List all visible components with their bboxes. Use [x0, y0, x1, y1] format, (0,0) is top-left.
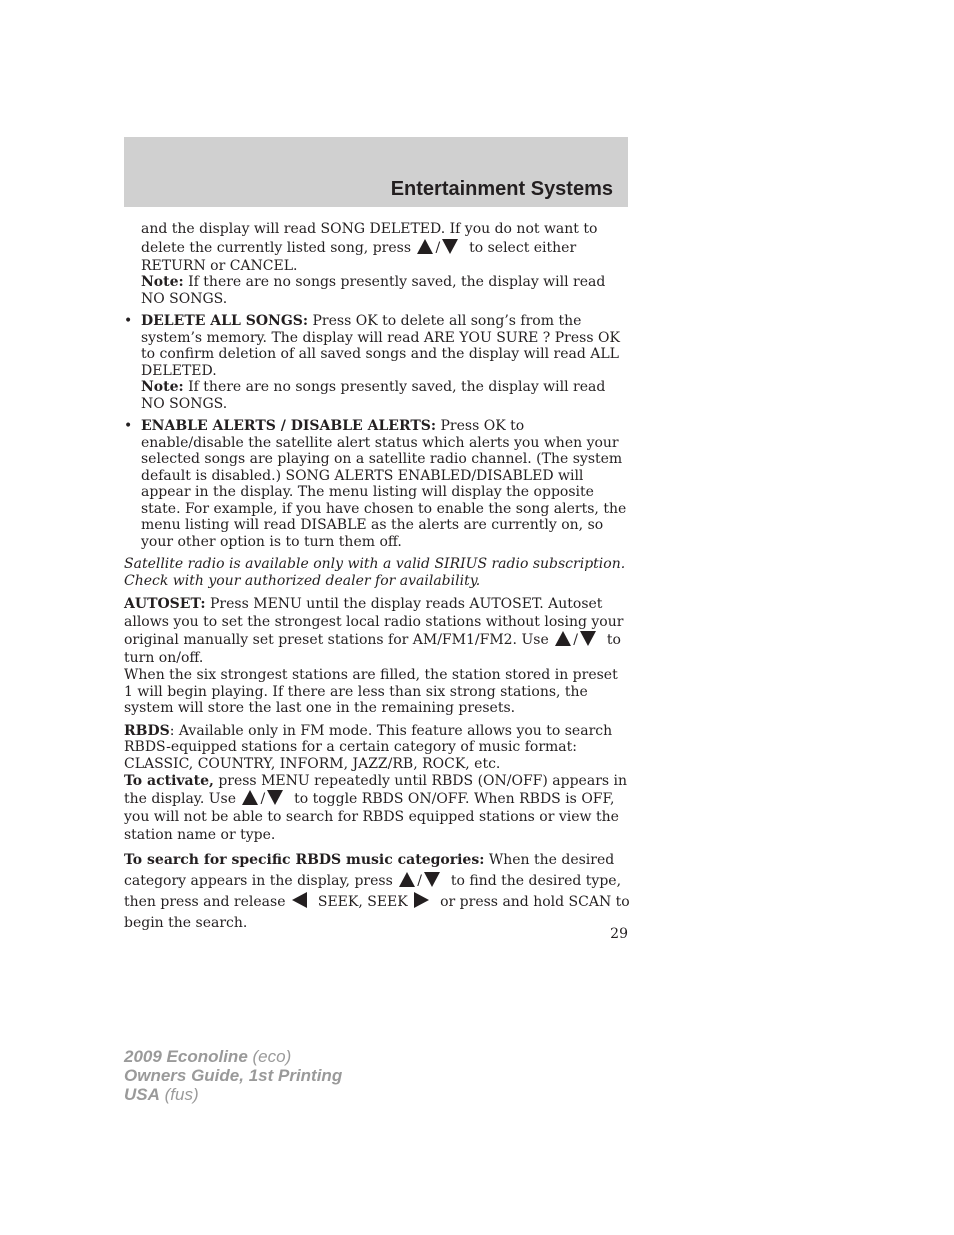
- down-arrow-icon: [424, 872, 440, 887]
- activate-label: To activate,: [124, 773, 214, 789]
- seek-right-icon: [414, 892, 429, 908]
- rbds-text: : Available only in FM mode. This feature allows you to search RBDS-equipped stations for a certain category of music format: CLASSIC, COUNTRY, INFORM, JAZZ/RB, ROCK, etc.: [124, 722, 613, 772]
- note-label: Note:: [141, 274, 184, 290]
- footer-line: [124, 1066, 342, 1085]
- footer-guide: Owners Guide, 1st Printing: [124, 1066, 343, 1085]
- page-body: [124, 221, 630, 934]
- bullet-label: ENABLE ALERTS / DISABLE ALERTS:: [141, 418, 437, 434]
- bullet-paragraph: [141, 418, 630, 550]
- search-text: When the desired category appears in the display, press: [124, 852, 615, 889]
- intro-line: and the display will read SONG DELETED. If you do not want to: [141, 221, 598, 237]
- list-item: [124, 418, 630, 550]
- bullet-label: DELETE ALL SONGS:: [141, 313, 309, 329]
- bullet-text: Press OK to enable/disable the satellite alert status which alerts you when your selected songs are playing on a satellite radio channel. (The system default is disabled.) SONG ALERTS ENABLED/DISABLED will appear in the display. The menu listing will display the opposite state. For example, if you have chosen to enable the song alerts, the menu listing will read DISABLE as the alerts are currently on, so your other option is to turn them off.: [141, 418, 627, 550]
- note: [141, 379, 630, 412]
- note: [141, 274, 630, 307]
- autoset-text: to turn on/off.: [124, 632, 621, 666]
- autoset-paragraph-2: When the six strongest stations are filled, the station stored in preset 1 will begin playing. If there are less than six strong stations, the system will store the last one in the remaining presets.: [124, 667, 618, 716]
- seek-left-icon: [292, 892, 307, 908]
- activate-text: to toggle RBDS ON/OFF. When RBDS is OFF, you will not be able to search for RBDS equipped stations or view the station name or type.: [124, 791, 619, 843]
- slash: /: [417, 873, 422, 889]
- footer-model: 2009 Econoline: [124, 1047, 248, 1066]
- section-header: [124, 137, 628, 207]
- up-arrow-icon: [242, 790, 258, 805]
- bullet-icon: •: [124, 418, 133, 434]
- activate-text: press MENU repeatedly until RBDS (ON/OFF) appears in the display. Use: [124, 773, 628, 807]
- search-paragraph: [124, 850, 630, 934]
- rbds-activate-paragraph: [124, 772, 630, 844]
- seek-text: SEEK, SEEK: [317, 894, 408, 910]
- rbds-paragraph: [124, 723, 630, 773]
- autoset-label: AUTOSET:: [124, 596, 206, 612]
- page-number: 29: [610, 926, 628, 942]
- search-text: or press and hold SCAN to begin the search.: [124, 894, 630, 931]
- satellite-note: Satellite radio is available only with a valid SIRIUS radio subscription. Check with your authorized dealer for availability.: [124, 556, 626, 589]
- note-label: Note:: [141, 379, 184, 395]
- up-arrow-icon: [399, 872, 415, 887]
- up-arrow-icon: [417, 239, 433, 254]
- down-arrow-icon: [267, 790, 283, 805]
- list-item: [124, 313, 630, 412]
- bullet-paragraph: [141, 313, 630, 379]
- slash: /: [435, 239, 441, 256]
- autoset-paragraph: [124, 595, 630, 667]
- search-text: to find the desired type, then press and release: [124, 873, 622, 910]
- slash: /: [573, 632, 578, 648]
- intro-text: to select either: [469, 239, 577, 256]
- down-arrow-icon: [442, 239, 458, 254]
- intro-line: RETURN or CANCEL.: [141, 257, 298, 274]
- footer: [124, 1047, 342, 1104]
- footer-line: [124, 1047, 342, 1066]
- intro-block: [124, 221, 630, 307]
- autoset-text: Press MENU until the display reads AUTOSET. Autoset allows you to set the strongest local radio stations without losing your original manually set preset stations for AM/FM1/FM2. Use: [124, 596, 624, 648]
- footer-line: [124, 1085, 342, 1104]
- slash: /: [260, 791, 266, 807]
- search-label: To search for specific RBDS music categories:: [124, 852, 485, 868]
- footer-code: (fus): [164, 1085, 199, 1104]
- rbds-label: RBDS: [124, 722, 170, 739]
- footer-code: (eco): [252, 1047, 292, 1066]
- up-arrow-icon: [555, 631, 571, 646]
- down-arrow-icon: [580, 631, 596, 646]
- intro-line: [141, 238, 630, 258]
- note-text: If there are no songs presently saved, the display will read NO SONGS.: [141, 274, 606, 307]
- footer-region: USA: [124, 1085, 160, 1104]
- section-title: Entertainment Systems: [390, 178, 613, 200]
- bullet-text: Press OK to delete all song’s from the system’s memory. The display will read ARE YOU SURE ? Press OK to confirm deletion of all saved songs and the display will read ALL DELETED.: [141, 313, 620, 379]
- bullet-icon: •: [124, 313, 133, 329]
- note-text: If there are no songs presently saved, the display will read NO SONGS.: [141, 379, 606, 412]
- intro-text: delete the currently listed song, press: [141, 239, 412, 256]
